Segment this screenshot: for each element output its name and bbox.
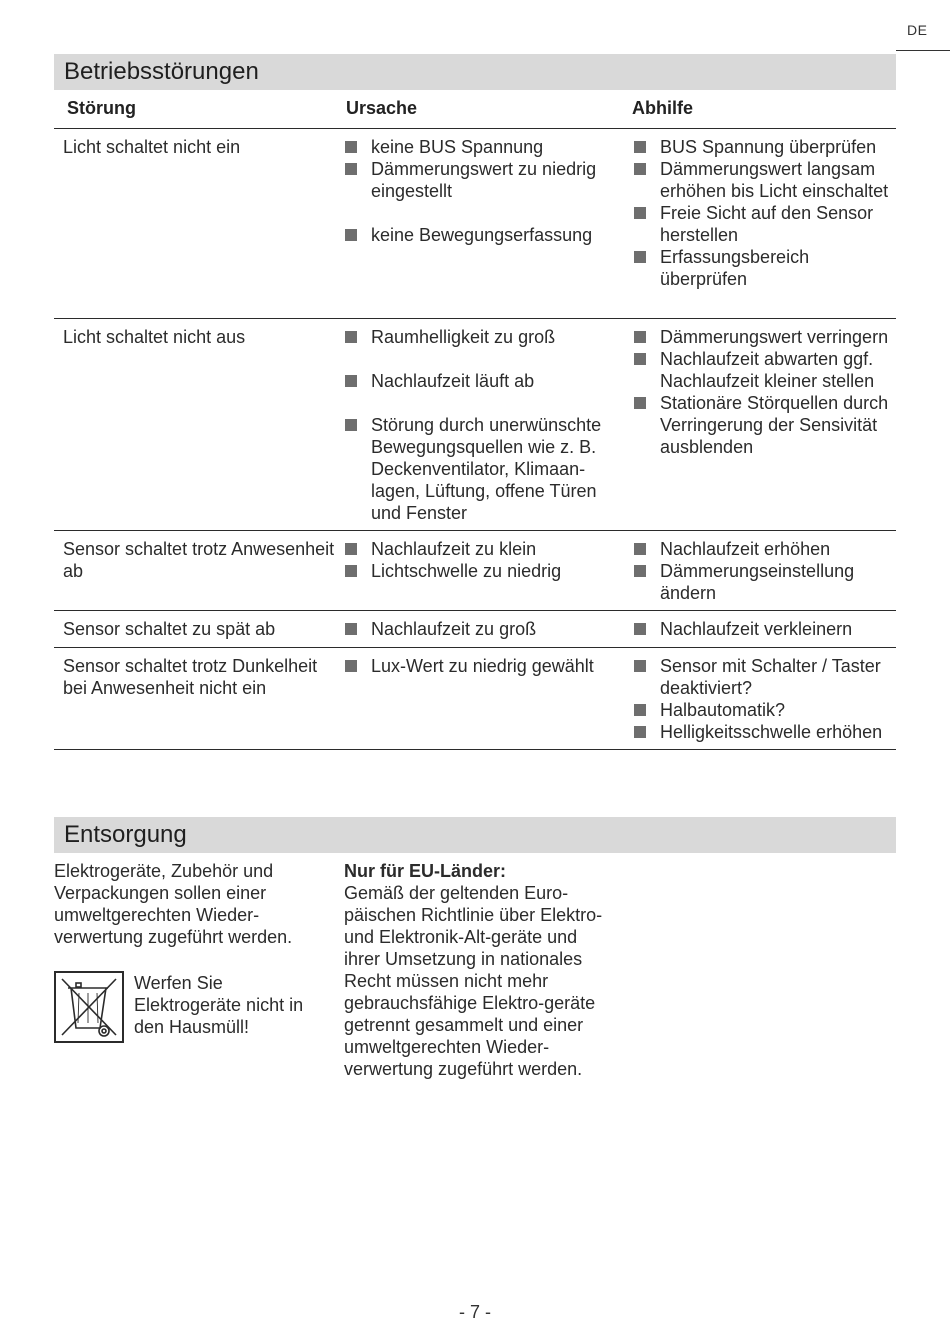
list-item [345,224,615,246]
section-title-entsorgung: Entsorgung [54,817,896,853]
list-item [345,158,615,202]
remedy-text: Nachlaufzeit erhöhen [660,539,831,559]
section-title-betriebsstoerungen: Betriebsstörungen [54,54,896,90]
remedy-text: Stationäre Störquellen durch Verringerung der Sensivität ausblenden [660,393,889,457]
list-item [345,136,615,158]
list-item [634,538,896,560]
table-row [54,129,896,319]
fault-cell: Licht schaltet nicht aus [63,327,246,347]
crossed-out-wheelie-bin-icon [54,971,124,1043]
square-bullet-icon [634,704,646,716]
cause-text: Nachlaufzeit zu klein [371,539,537,559]
cause-cell [345,655,615,677]
eu-notice-text: Gemäß der geltenden Euro-päischen Richtlinie über Elektro- und Elektronik-Alt-geräte und ihrer Umsetzung in nationales Recht müssen nicht mehr gebrauchsfähige Elektro-geräte getrennt gesammelt und einer umweltgerechten Wieder-verwertung zugeführt werden. [344,883,603,1079]
table-row [54,648,896,750]
cause-cell [345,136,615,246]
eu-notice-heading: Nur für EU-Länder: [344,861,506,881]
table-header [54,90,896,129]
remedy-text: Halbautomatik? [660,700,786,720]
square-bullet-icon [345,419,357,431]
eu-notice [344,860,614,1080]
page-number: - 7 - [458,1302,491,1322]
list-item [634,560,896,604]
square-bullet-icon [345,141,357,153]
square-bullet-icon [345,660,357,672]
square-bullet-icon [634,251,646,263]
cause-text: keine Bewegungserfassung [371,225,593,245]
remedy-text: Dämmerungswert verringern [660,327,889,347]
cause-text: Lichtschwelle zu niedrig [371,561,562,581]
square-bullet-icon [634,565,646,577]
remedy-text: BUS Spannung überprüfen [660,137,877,157]
square-bullet-icon [345,565,357,577]
fault-cell: Sensor schaltet trotz Dunkelheit bei Anwesenheit nicht ein [63,656,318,698]
fault-cell: Sensor schaltet zu spät ab [63,619,276,639]
cause-text: keine BUS Spannung [371,137,544,157]
remedy-text: Freie Sicht auf den Sensor herstellen [660,203,874,245]
square-bullet-icon [345,331,357,343]
language-tag: DE [907,22,928,38]
remedy-text: Sensor mit Schalter / Taster deaktiviert? [660,656,881,698]
square-bullet-icon [634,207,646,219]
square-bullet-icon [345,229,357,241]
column-header-ursache: Ursache [346,98,418,118]
square-bullet-icon [345,543,357,555]
list-item [345,414,615,524]
list-item [634,246,896,290]
cause-cell [345,326,615,524]
list-item [634,655,896,699]
square-bullet-icon [634,660,646,672]
cause-text: Dämmerungswert zu niedrig eingestellt [371,159,597,201]
remedy-cell [634,618,896,640]
list-item [634,136,896,158]
table-row [54,319,896,531]
square-bullet-icon [634,543,646,555]
square-bullet-icon [634,726,646,738]
remedy-cell [634,136,896,290]
list-item [634,348,896,392]
square-bullet-icon [634,623,646,635]
list-item [634,392,896,458]
square-bullet-icon [634,397,646,409]
square-bullet-icon [634,163,646,175]
column-header-stoerung: Störung [67,98,136,118]
cause-text: Nachlaufzeit läuft ab [371,371,535,391]
square-bullet-icon [634,353,646,365]
bin-warning-text: Werfen Sie Elektrogeräte nicht in den Hausmüll! [134,973,304,1037]
square-bullet-icon [634,141,646,153]
cause-text: Lux-Wert zu niedrig gewählt [371,656,594,676]
cause-text: Raumhelligkeit zu groß [371,327,556,347]
fault-cell: Sensor schaltet trotz Anwesenheit ab [63,539,335,581]
list-item [634,618,896,640]
list-item [634,326,896,348]
list-item [634,158,896,202]
list-item [345,538,615,560]
list-item [634,699,896,721]
language-tag-rule [896,50,950,51]
list-item [634,202,896,246]
list-item [345,655,615,677]
cause-cell [345,538,615,582]
list-item [345,370,615,392]
cause-text: Nachlaufzeit zu groß [371,619,537,639]
cause-cell [345,618,615,640]
remedy-text: Helligkeitsschwelle erhöhen [660,722,883,742]
remedy-cell [634,655,896,743]
remedy-cell [634,326,896,458]
table-row [54,531,896,611]
fault-table [54,90,896,750]
column-header-abhilfe: Abhilfe [632,98,693,118]
remedy-text: Nachlaufzeit abwarten ggf. Nachlaufzeit kleiner stellen [660,349,875,391]
square-bullet-icon [345,375,357,387]
remedy-text: Nachlaufzeit verkleinern [660,619,853,639]
remedy-text: Dämmerungseinstellung ändern [660,561,855,603]
list-item [345,326,615,348]
square-bullet-icon [634,331,646,343]
square-bullet-icon [345,623,357,635]
list-item [345,618,615,640]
remedy-text: Dämmerungswert langsam erhöhen bis Licht einschaltet [660,159,889,201]
remedy-cell [634,538,896,604]
list-item [634,721,896,743]
square-bullet-icon [345,163,357,175]
disposal-intro-text: Elektrogeräte, Zubehör und Verpackungen sollen einer umweltgerechten Wieder-verwertung zugeführt werden. [54,861,293,947]
fault-cell: Licht schaltet nicht ein [63,137,241,157]
cause-text: Störung durch unerwünschte Bewegungsquellen wie z. B. Deckenventilator, Klimaan-lagen, Lüftung, offene Türen und Fenster [371,415,602,523]
list-item [345,560,615,582]
table-row [54,611,896,648]
remedy-text: Erfassungsbereich überprüfen [660,247,810,289]
